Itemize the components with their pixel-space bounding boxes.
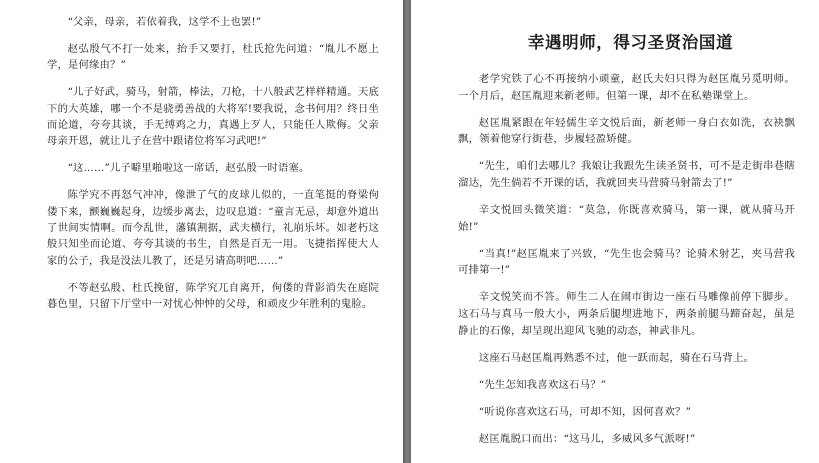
left-paragraph-4: “这……”儿子噼里啪啦这一席话，赵弘殷一时语塞。: [67, 162, 310, 175]
right-paragraph-10: 赵匡胤脱口而出：“这马儿，多威风多气派呀!”: [478, 433, 696, 445]
right-paragraph-9: “听说你喜欢这石马，可却不知，因何喜欢？”: [478, 405, 692, 418]
chapter-title: 幸遇明师，得习圣贤治国道: [527, 33, 734, 52]
left-paragraph-6: 不等赵弘殷、杜氏挽留，陈学究兀自离开，佝偻的背影消失在庭院暮色里，只留下厅堂中一对忧心忡忡的父母，和顽皮少年胜利的鬼脸。: [47, 281, 379, 311]
left-paragraph-1: “父亲，母亲，若依着我，这学不上也罢!”: [67, 16, 262, 28]
right-paragraph-5: “当真!”赵匡胤来了兴致，“先生也会骑马？论骑术射艺，夹马营我可排第一!”: [458, 247, 795, 277]
right-paragraph-7: 这座石马赵匡胤再熟悉不过，他一跃而起，骑在石马背上。: [478, 351, 755, 364]
left-page: [0, 0, 403, 463]
right-paragraph-1: 老学究铁了心不再接纳小顽童，赵氏夫妇只得为赵匡胤另觅明师。一个月后，赵匡胤迎来新老师。但第一课，却不在私塾课堂上。: [458, 73, 795, 102]
page-gutter-divider: [403, 0, 411, 463]
right-paragraph-2: 赵匡胤紧跟在年轻儒生辛文悦后面，新老师一身白衣如洗，衣袂飘飘，领着他穿行街巷，步履轻盈矫健。: [458, 116, 795, 146]
right-page: [411, 0, 819, 463]
left-paragraph-3: “儿子好武，骑马，射箭，棒法，刀枪，十八般武艺样样精通。天底下的大英雄，哪一个不是骁勇善战的大将军!要我说，念书何用？终日坐而论道，夸夸其谈，手无缚鸡之力，真遇上歹人，只能任人欺侮。父亲母亲开恩，就让儿子在营中跟诸位将军习武吧!”: [47, 86, 379, 148]
right-paragraph-8: “先生怎知我喜欢这石马？”: [478, 378, 607, 391]
left-paragraph-5: 陈学究不再怒气冲冲，像泄了气的皮球儿似的，一直笔挺的脊梁佝偻下来，颤巍巍起身，边缓步离去，边叹息道：“童言无忌，却意外道出了世间实情啊。而今乱世，藩镇割据，武夫横行，礼崩乐坏。如老朽这般只知坐而论道、夸夸其谈的书生，自然是百无一用。飞捷指挥使大人家的公子，我是没法儿教了，还是另请高明吧……”: [47, 189, 379, 267]
left-paragraph-2: 赵弘殷气不打一处来，抬手又要打，杜氏抢先问道：“胤儿不愿上学，是何缘由？”: [47, 42, 379, 72]
right-paragraph-6: 辛文悦笑而不答。师生二人在闹市街边一座石马雕像前停下脚步。这石马与真马一般大小，两条后腿埋进地下，两条前腿马蹄奋起，虽是静止的石像，却呈现出迎风飞驰的动态，神武非凡。: [458, 291, 795, 337]
right-paragraph-4: 辛文悦回头微笑道：“莫急，你既喜欢骑马，第一课，就从骑马开始!”: [458, 204, 795, 233]
right-paragraph-3: “先生，咱们去哪儿？我娘让我跟先生读圣贤书，可不是走街串巷瞎溜达，先生倘若不开课的话，我就回夹马营骑马射箭去了!”: [458, 160, 795, 189]
